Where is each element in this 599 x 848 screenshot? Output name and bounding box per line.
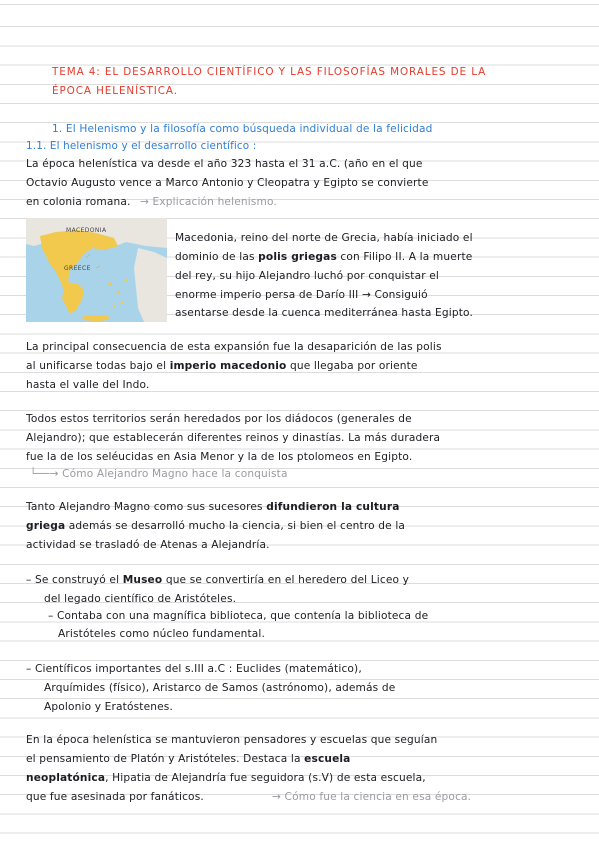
side-note: └──→ Cómo Alejandro Magno hace la conquista: [30, 468, 288, 480]
text-run: dominio de las: [175, 251, 259, 263]
text-run: además se desarrolló mucho la ciencia, si bien el centro de la: [65, 520, 406, 532]
paragraph-line: Octavio Augusto vence a Marco Antonio y Cleopatra y Egipto se convierte: [26, 177, 429, 189]
text-run: al unificarse todas bajo el: [26, 360, 170, 372]
paragraph-line: [175, 250, 472, 264]
paragraph-line: [26, 359, 418, 373]
subsection-heading: 1.1. El helenismo y el desarrollo científico :: [26, 140, 257, 152]
text-run: Tanto Alejandro Magno como sus sucesores: [26, 501, 267, 513]
paragraph-line: del rey, su hijo Alejandro luchó por conquistar el: [175, 270, 440, 282]
page-title-line-1: TEMA 4: EL DESARROLLO CIENTÍFICO Y LAS FILOSOFÍAS MORALES DE LA: [52, 66, 487, 78]
paragraph-line: asentarse desde la cuenca mediterránea hasta Egipto.: [175, 307, 473, 319]
paragraph-line: enorme imperio persa de Darío III → Consiguió: [175, 289, 428, 301]
text-run: que se convertiría en el heredero del Liceo y: [162, 574, 410, 586]
paragraph-line: Todos estos territorios serán heredados por los diádocos (generales de: [26, 413, 412, 425]
text-run: con Filipo II. A la muerte: [336, 251, 473, 263]
paragraph-line: Alejandro); que establecerán diferentes reinos y dinastías. La más duradera: [26, 432, 441, 444]
highlight-term: griega: [26, 520, 66, 532]
highlight-term: neoplatónica: [26, 772, 106, 784]
paragraph-line: Macedonia, reino del norte de Grecia, había iniciado el: [175, 232, 473, 244]
text-run: el pensamiento de Platón y Aristóteles. Destaca la: [26, 753, 305, 765]
paragraph-line: La principal consecuencia de esta expansión fue la desaparición de las polis: [26, 341, 442, 353]
highlight-term: imperio macedonio: [169, 360, 287, 372]
sub-bullet-line: – Contaba con una magnífica biblioteca, que contenía la biblioteca de: [48, 610, 429, 622]
highlight-term: Museo: [122, 574, 163, 586]
highlight-term: polis griegas: [258, 251, 337, 263]
map-label-greece: GREECE: [64, 265, 91, 272]
bullet-line: [26, 573, 409, 587]
side-note: → Cómo fue la ciencia en esa época.: [272, 791, 472, 803]
paragraph-line: La época helenística va desde el año 323 hasta el 31 a.C. (año en el que: [26, 158, 423, 170]
bullet-line: Arquímides (físico), Aristarco de Samos (astrónomo), además de: [44, 682, 396, 694]
text-run: – Se construyó el: [26, 574, 123, 586]
bullet-line: del legado científico de Aristóteles.: [44, 593, 237, 605]
bullet-line: Apolonio y Eratóstenes.: [44, 701, 173, 713]
greece-map-image: [26, 218, 167, 322]
page-title-line-2: ÉPOCA HELENÍSTICA.: [52, 85, 178, 97]
text-run: que llegaba por oriente: [286, 360, 418, 372]
side-note: → Explicación helenismo.: [140, 196, 277, 208]
bullet-line: – Científicos importantes del s.III a.C : Euclides (matemático),: [26, 663, 362, 675]
paragraph-line: hasta el valle del Indo.: [26, 379, 150, 391]
text-run: , Hipatia de Alejandría fue seguidora (s.V) de esta escuela,: [105, 772, 426, 784]
paragraph-line: que fue asesinada por fanáticos.: [26, 791, 204, 803]
paragraph-line: En la época helenística se mantuvieron pensadores y escuelas que seguían: [26, 734, 438, 746]
highlight-term: difundieron la cultura: [266, 501, 400, 513]
paragraph-line: en colonia romana.: [26, 196, 131, 208]
paragraph-line: [26, 500, 400, 514]
paragraph-line: [26, 519, 405, 533]
highlight-term: escuela: [304, 753, 351, 765]
sub-bullet-line: Aristóteles como núcleo fundamental.: [58, 628, 266, 640]
map-label-macedonia: MACEDONIA: [66, 227, 107, 234]
paragraph-line: fue la de los seléucidas en Asia Menor y la de los ptolomeos en Egipto.: [26, 451, 413, 463]
section-heading: 1. El Helenismo y la filosofía como búsqueda individual de la felicidad: [52, 123, 433, 135]
paragraph-line: [26, 771, 426, 785]
paragraph-line: actividad se trasladó de Atenas a Alejandría.: [26, 539, 270, 551]
paragraph-line: [26, 752, 350, 766]
